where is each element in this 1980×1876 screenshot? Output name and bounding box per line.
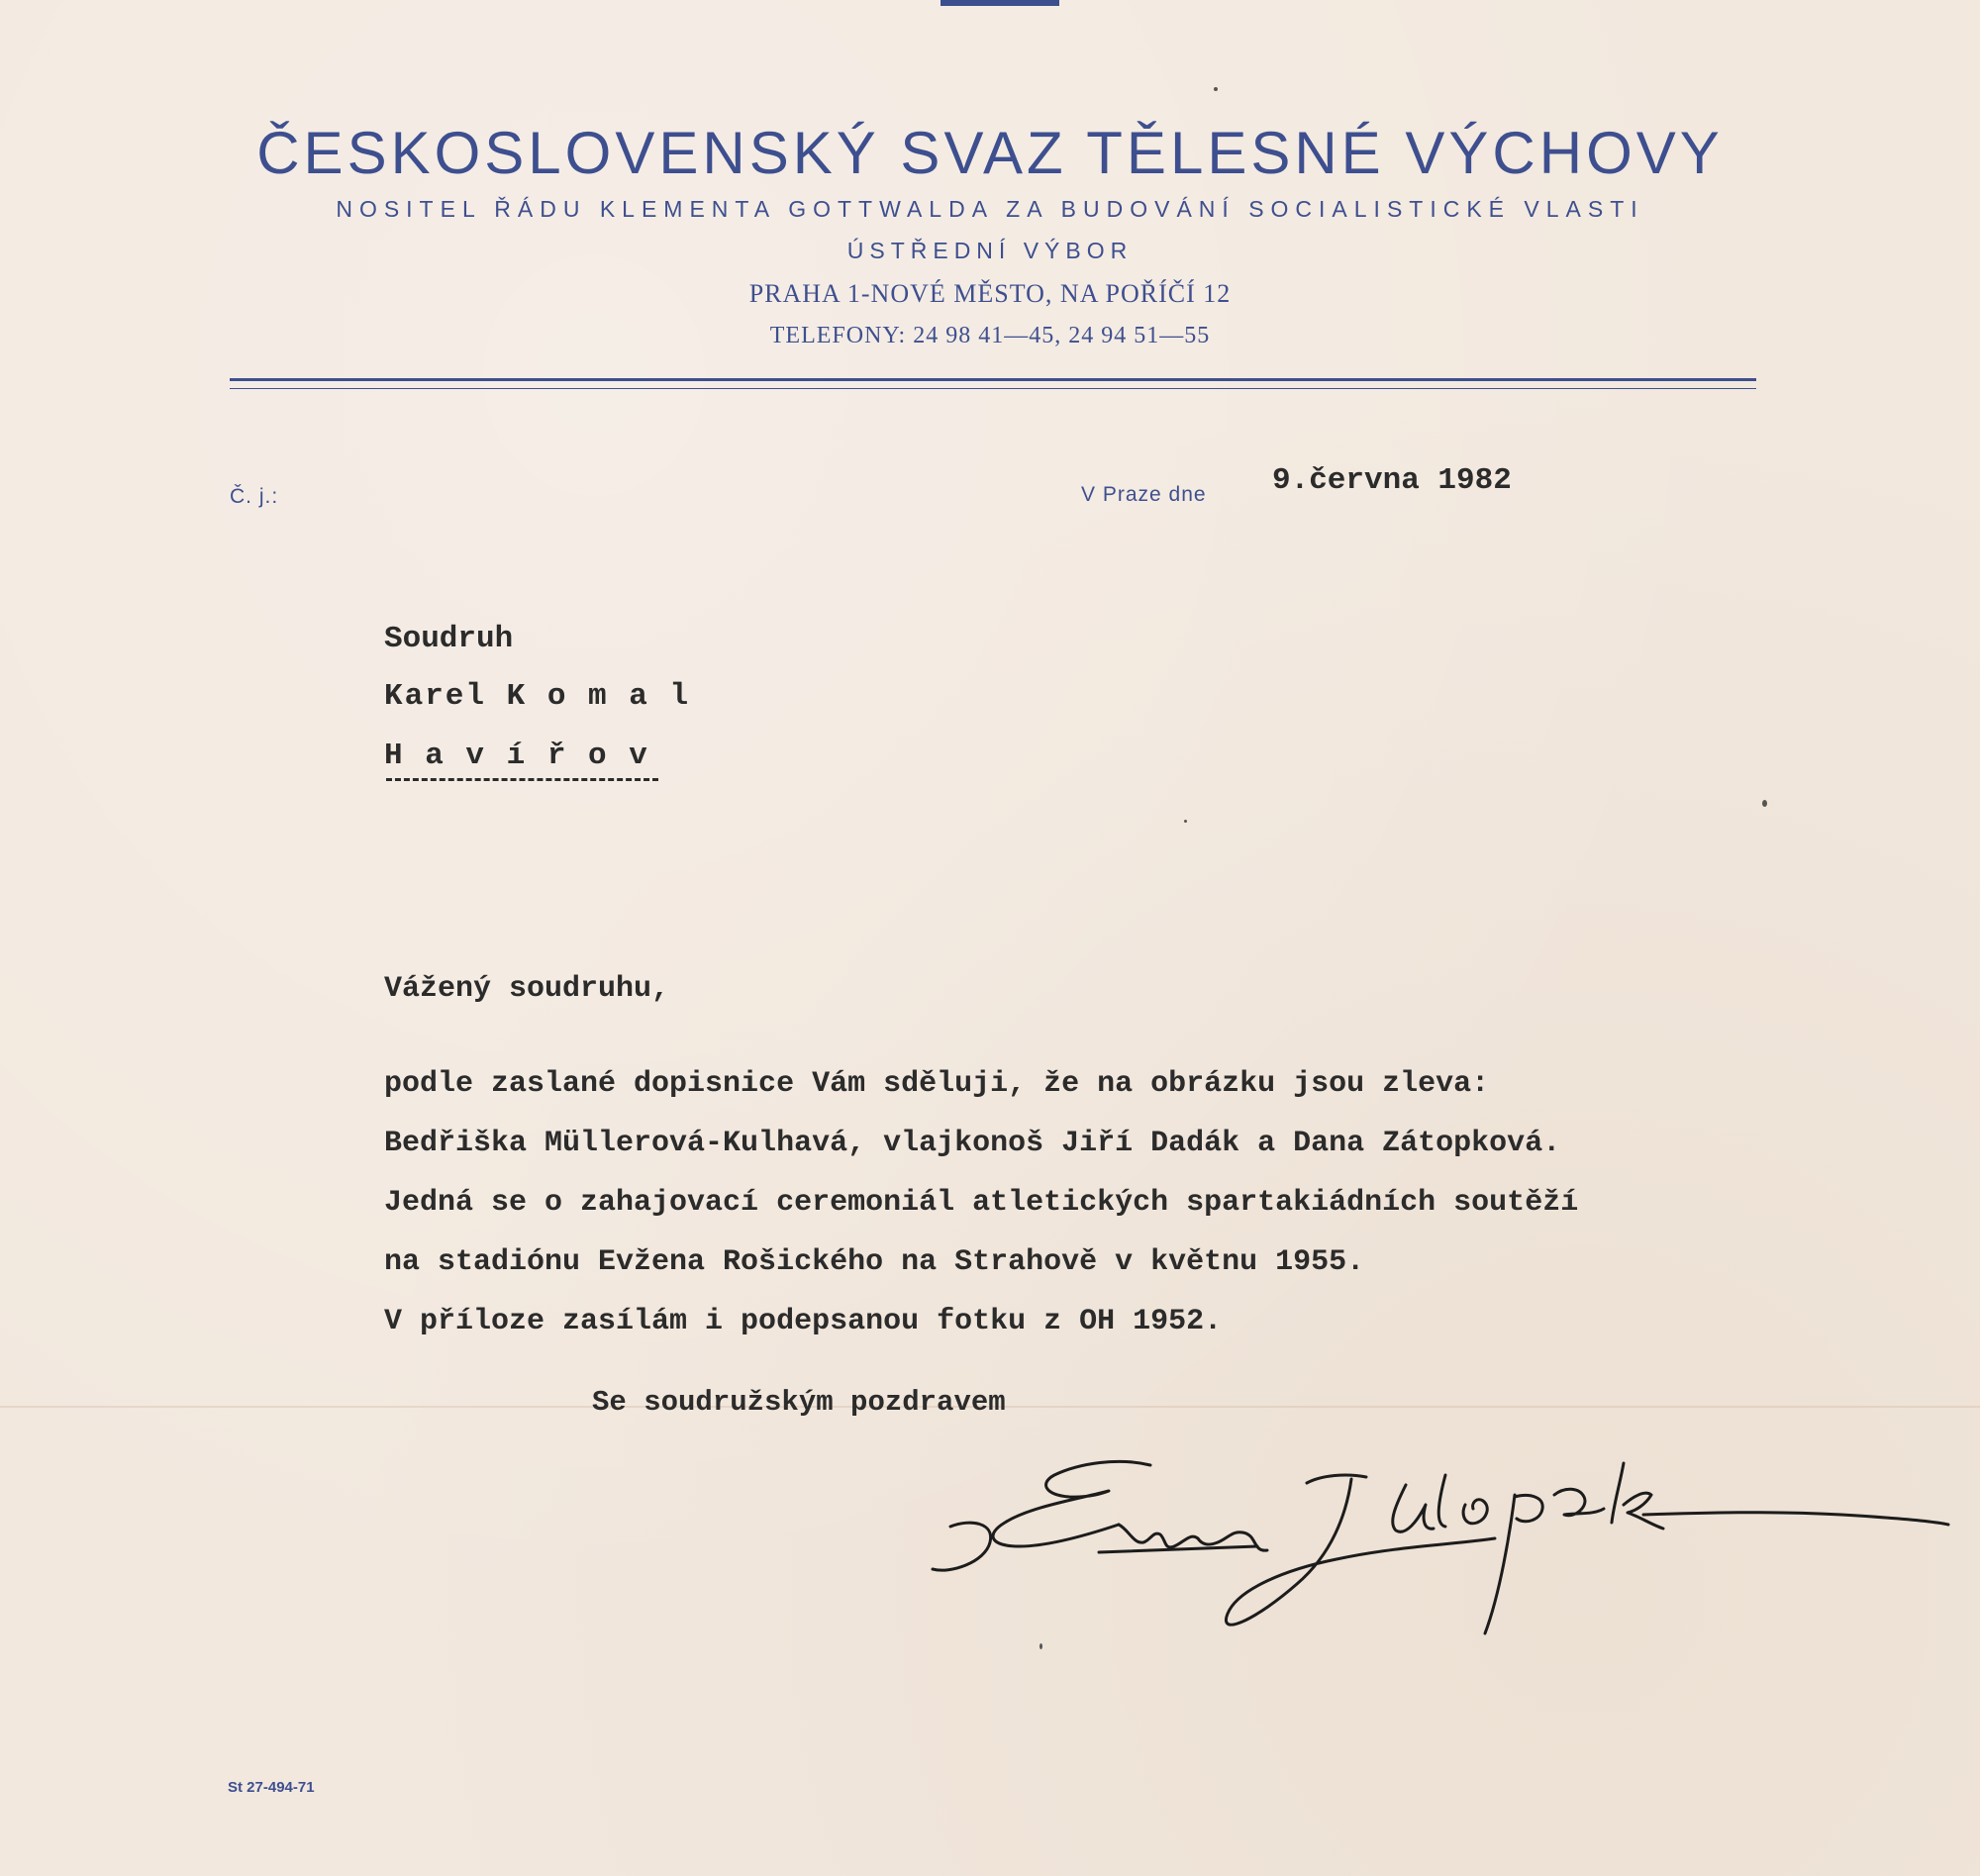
top-edge-mark: [940, 0, 1059, 6]
body-line: Bedřiška Müllerová-Kulhavá, vlajkonoš Jiří Dadák a Dana Zátopková.: [384, 1127, 1561, 1160]
body-line: na stadiónu Evžena Rošického na Strahově v květnu 1955.: [384, 1245, 1365, 1279]
paper-speck: [1040, 1643, 1042, 1649]
closing: Se soudružským pozdravem: [592, 1386, 1006, 1419]
letterhead-title: ČESKOSLOVENSKÝ SVAZ TĚLESNÉ VÝCHOVY: [256, 120, 1724, 186]
recipient-name: Karel K o m a l: [384, 679, 691, 714]
paper-speck: [1762, 800, 1767, 807]
form-code: St 27-494-71: [228, 1779, 315, 1796]
letterhead-address: PRAHA 1-NOVÉ MĚSTO, NA POŘÍČÍ 12: [748, 279, 1232, 308]
letterhead-rule: [230, 378, 1756, 381]
body-line: V příloze zasílám i podepsanou fotku z OH 1952.: [384, 1305, 1223, 1338]
body-line: podle zaslané dopisnice Vám sděluji, že na obrázku jsou zleva:: [384, 1067, 1490, 1101]
letterhead-rule-thin: [230, 388, 1756, 389]
place-label: V Praze dne: [1081, 483, 1207, 506]
letter-date: 9.června 1982: [1272, 463, 1512, 498]
recipient-city: H a v í ř o v: [384, 739, 649, 773]
paper-speck: [1214, 87, 1218, 91]
greeting: Vážený soudruhu,: [384, 972, 670, 1006]
letterhead-subtitle: NOSITEL ŘÁDU KLEMENTA GOTTWALDA ZA BUDOVÁNÍ SOCIALISTICKÉ VLASTI: [336, 196, 1644, 222]
letterhead-department: ÚSTŘEDNÍ VÝBOR: [846, 238, 1134, 263]
body-line: Jedná se o zahajovací ceremoniál atletických spartakiádních soutěží: [384, 1186, 1579, 1220]
city-underline: [386, 778, 658, 781]
reference-label: Č. j.:: [230, 485, 279, 508]
recipient-title: Soudruh: [384, 622, 514, 656]
letterhead-phones: TELEFONY: 24 98 41—45, 24 94 51—55: [769, 323, 1211, 348]
handwritten-signature: [931, 1435, 1950, 1663]
paper-speck: [1184, 820, 1187, 823]
